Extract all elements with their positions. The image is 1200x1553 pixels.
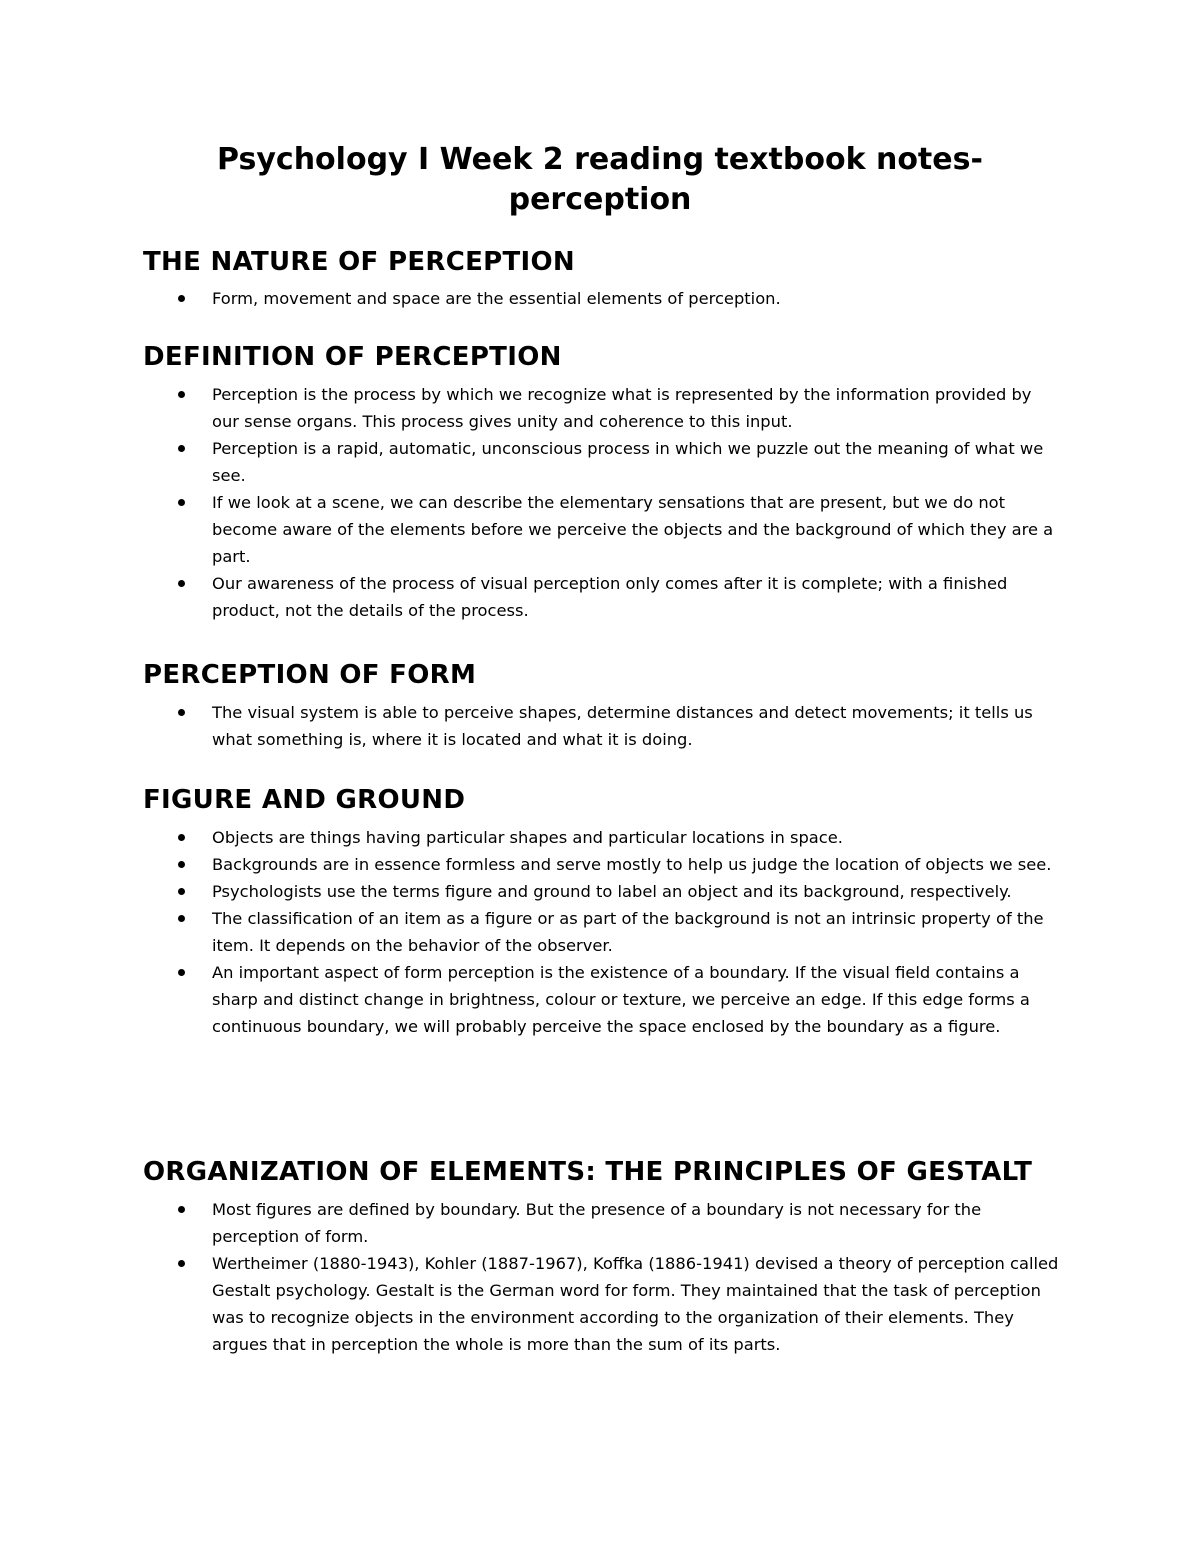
list-item (143, 1196, 1063, 1250)
bullet-icon (178, 861, 185, 868)
section-heading: PERCEPTION OF FORM (143, 660, 477, 690)
section-principles-of-gestalt (143, 1156, 1063, 1358)
bullet-list (143, 381, 1063, 624)
list-item (143, 959, 1063, 1040)
bullet-icon (178, 391, 185, 398)
bullet-icon (178, 580, 185, 587)
document-title (140, 140, 1060, 220)
bullet-icon (178, 499, 185, 506)
bullet-icon (178, 445, 185, 452)
list-item (143, 435, 1063, 489)
section-heading: THE NATURE OF PERCEPTION (143, 247, 575, 277)
list-item-text: Wertheimer (1880-1943), Kohler (1887-1967), Koffka (1886-1941) devised a theory of perception called Gestalt psychology. Gestalt is the German word for form. They maintained that the task of perception was to recognize objects in the environment according to the organization of their elements. They argues that in perception the whole is more than the sum of its parts. (212, 1254, 1059, 1354)
bullet-list (143, 824, 1063, 1040)
bullet-icon (178, 709, 185, 716)
section-heading: ORGANIZATION OF ELEMENTS: THE PRINCIPLES OF GESTALT (143, 1157, 1033, 1187)
list-item-text: If we look at a scene, we can describe the elementary sensations that are present, but we do not become aware of the elements before we perceive the objects and the background of which they are a part. (212, 493, 1054, 566)
list-item (143, 381, 1063, 435)
section-figure-and-ground (143, 784, 1063, 1040)
bullet-icon (178, 888, 185, 895)
list-item-text: Backgrounds are in essence formless and serve mostly to help us judge the location of objects we see. (212, 855, 1052, 874)
bullet-icon (178, 1260, 185, 1267)
bullet-icon (178, 1206, 185, 1213)
bullet-icon (178, 295, 185, 302)
bullet-icon (178, 915, 185, 922)
list-item (143, 878, 1063, 905)
list-item-text: Form, movement and space are the essential elements of perception. (212, 289, 781, 308)
list-item (143, 1250, 1063, 1358)
section-definition-of-perception (143, 341, 1063, 624)
list-item-text: Most figures are defined by boundary. But the presence of a boundary is not necessary for the perception of form. (212, 1200, 982, 1246)
document-title-line-2: perception (508, 182, 692, 217)
list-item-text: An important aspect of form perception is the existence of a boundary. If the visual field contains a sharp and distinct change in brightness, colour or texture, we perceive an edge. If this edge forms a continuous boundary, we will probably perceive the space enclosed by the boundary as a figure. (212, 963, 1030, 1036)
list-item (143, 851, 1063, 878)
bullet-list (143, 285, 1063, 312)
bullet-list (143, 1196, 1063, 1358)
list-item (143, 285, 1063, 312)
list-item-text: The visual system is able to perceive shapes, determine distances and detect movements; it tells us what something is, where it is located and what it is doing. (212, 703, 1033, 749)
section-heading: FIGURE AND GROUND (143, 785, 466, 815)
bullet-icon (178, 834, 185, 841)
bullet-icon (178, 969, 185, 976)
list-item (143, 699, 1063, 753)
document-title-line-1: Psychology I Week 2 reading textbook notes- (217, 142, 983, 177)
list-item-text: The classification of an item as a figure or as part of the background is not an intrinsic property of the item. It depends on the behavior of the observer. (212, 909, 1044, 955)
section-perception-of-form (143, 659, 1063, 753)
list-item-text: Our awareness of the process of visual perception only comes after it is complete; with a finished product, not the details of the process. (212, 574, 1008, 620)
list-item (143, 824, 1063, 851)
list-item-text: Objects are things having particular shapes and particular locations in space. (212, 828, 843, 847)
list-item (143, 489, 1063, 570)
list-item-text: Perception is the process by which we recognize what is represented by the information provided by our sense organs. This process gives unity and coherence to this input. (212, 385, 1032, 431)
list-item (143, 570, 1063, 624)
list-item-text: Perception is a rapid, automatic, unconscious process in which we puzzle out the meaning of what we see. (212, 439, 1044, 485)
list-item (143, 905, 1063, 959)
bullet-list (143, 699, 1063, 753)
section-heading: DEFINITION OF PERCEPTION (143, 342, 562, 372)
section-nature-of-perception (143, 246, 1063, 312)
list-item-text: Psychologists use the terms figure and ground to label an object and its background, respectively. (212, 882, 1012, 901)
